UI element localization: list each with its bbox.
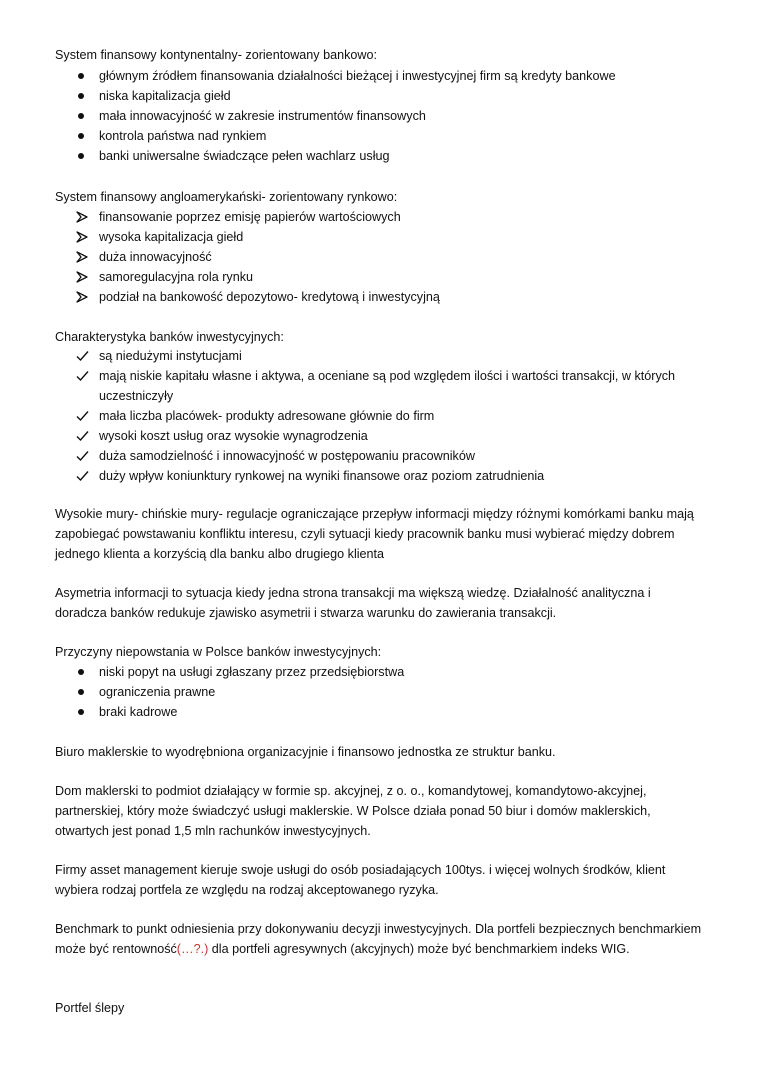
check-list-investment-banks	[0, 346, 700, 486]
benchmark-placeholder: (…?.)	[176, 942, 209, 956]
list-item: duży wpływ koniunktury rynkowej na wyniki finansowe oraz poziom zatrudnienia	[0, 466, 700, 486]
list-item: finansowanie poprzez emisję papierów wartościowych	[0, 207, 700, 227]
section-heading-continental: System finansowy kontynentalny- zorientowany bankowo:	[55, 48, 378, 62]
bullet-dot-icon	[76, 146, 92, 166]
list-item: głównym źródłem finansowania działalności bieżącej i inwestycyjnej firm są kredyty bankowe	[0, 66, 700, 86]
list-item: niska kapitalizacja giełd	[0, 86, 700, 106]
bullet-dot-icon	[76, 682, 92, 702]
bullet-dot-icon	[76, 126, 92, 146]
list-item: niski popyt na usługi zgłaszany przez przedsiębiorstwa	[0, 662, 700, 682]
checkmark-icon	[76, 366, 92, 386]
checkmark-icon	[76, 406, 92, 426]
arrow-bullet-icon	[76, 207, 92, 227]
checkmark-icon	[76, 466, 92, 486]
paragraph-asset-management: Firmy asset management kieruje swoje usługi do osób posiadających 100tys. i więcej wolnych środków, klient wybiera rodzaj portfela ze względu na rodzaj akceptowanego ryzyka.	[55, 863, 666, 897]
list-item: wysoka kapitalizacja giełd	[0, 227, 700, 247]
list-item: wysoki koszt usług oraz wysokie wynagrodzenia	[0, 426, 700, 446]
list-item: są niedużymi instytucjami	[0, 346, 700, 366]
paragraph-brokerage-house: Dom maklerski to podmiot działający w formie sp. akcyjnej, z o. o., komandytowej, komandytowo-akcyjnej, partnerskiej, który może świadczyć usługi maklerskie. W Polsce działa ponad 50 biur i domów maklerskich, otwartych jest ponad 1,5 mln rachunków inwestycyjnych.	[55, 784, 651, 838]
arrow-bullet-icon	[76, 287, 92, 307]
list-item: ograniczenia prawne	[0, 682, 700, 702]
arrow-bullet-icon	[76, 227, 92, 247]
arrow-list-angloamerican	[0, 207, 700, 307]
paragraph-chinese-walls: Wysokie mury- chińskie mury- regulacje ograniczające przepływ informacji między różnymi komórkami banku mają zapobiegać powstawaniu konfliktu interesu, czyli sytuacji kiedy pracownik banku musi wybierać między dobrem jednego klienta a korzyścią dla banku albo drugiego klienta	[55, 507, 694, 561]
list-item: duża samodzielność i innowacyjność w postępowaniu pracowników	[0, 446, 700, 466]
checkmark-icon	[76, 346, 92, 366]
list-item: banki uniwersalne świadczące pełen wachlarz usług	[0, 146, 700, 166]
benchmark-text-start: Benchmark to punkt odniesienia przy dokonywaniu decyzji inwestycyjnych. Dla portfeli bezpiecznych benchmarkiem może być rentowność	[55, 922, 702, 956]
arrow-bullet-icon	[76, 267, 92, 287]
checkmark-icon	[76, 426, 92, 446]
paragraph-blind-portfolio: Portfel ślepy	[55, 1001, 125, 1015]
section-heading-angloamerican: System finansowy angloamerykański- zorientowany rynkowo:	[55, 190, 398, 204]
list-item: mała liczba placówek- produkty adresowane głównie do firm	[0, 406, 700, 426]
benchmark-text-end: dla portfeli agresywnych (akcyjnych) może być benchmarkiem indeks WIG.	[208, 942, 630, 956]
list-item: kontrola państwa nad rynkiem	[0, 126, 700, 146]
list-item: podział na bankowość depozytowo- kredytową i inwestycyjną	[0, 287, 700, 307]
arrow-bullet-icon	[76, 247, 92, 267]
section-heading-investment-banks: Charakterystyka banków inwestycyjnych:	[55, 330, 284, 344]
bullet-dot-icon	[76, 662, 92, 682]
list-item: mają niskie kapitału własne i aktywa, a oceniane są pod względem ilości i wartości transakcji, w których uczestniczyły	[0, 366, 700, 406]
list-item: samoregulacyjna rola rynku	[0, 267, 700, 287]
bullet-dot-icon	[76, 66, 92, 86]
bullet-dot-icon	[76, 106, 92, 126]
bullet-list-continental	[0, 66, 700, 166]
paragraph-brokerage-office: Biuro maklerskie to wyodrębniona organizacyjnie i finansowo jednostka ze struktur banku.	[55, 745, 556, 759]
list-item: braki kadrowe	[0, 702, 700, 722]
checkmark-icon	[76, 446, 92, 466]
paragraph-information-asymmetry: Asymetria informacji to sytuacja kiedy jedna strona transakcji ma większą wiedzę. Działalność analityczna i doradcza banków redukuje zjawisko asymetrii i stwarza warunku do zawierania transakcji.	[55, 586, 651, 620]
bullet-dot-icon	[76, 702, 92, 722]
list-item: duża innowacyjność	[0, 247, 700, 267]
list-item: mała innowacyjność w zakresie instrumentów finansowych	[0, 106, 700, 126]
bullet-list-reasons	[0, 662, 700, 722]
paragraph-benchmark	[55, 919, 705, 959]
bullet-dot-icon	[76, 86, 92, 106]
section-heading-reasons: Przyczyny niepowstania w Polsce banków inwestycyjnych:	[55, 645, 382, 659]
